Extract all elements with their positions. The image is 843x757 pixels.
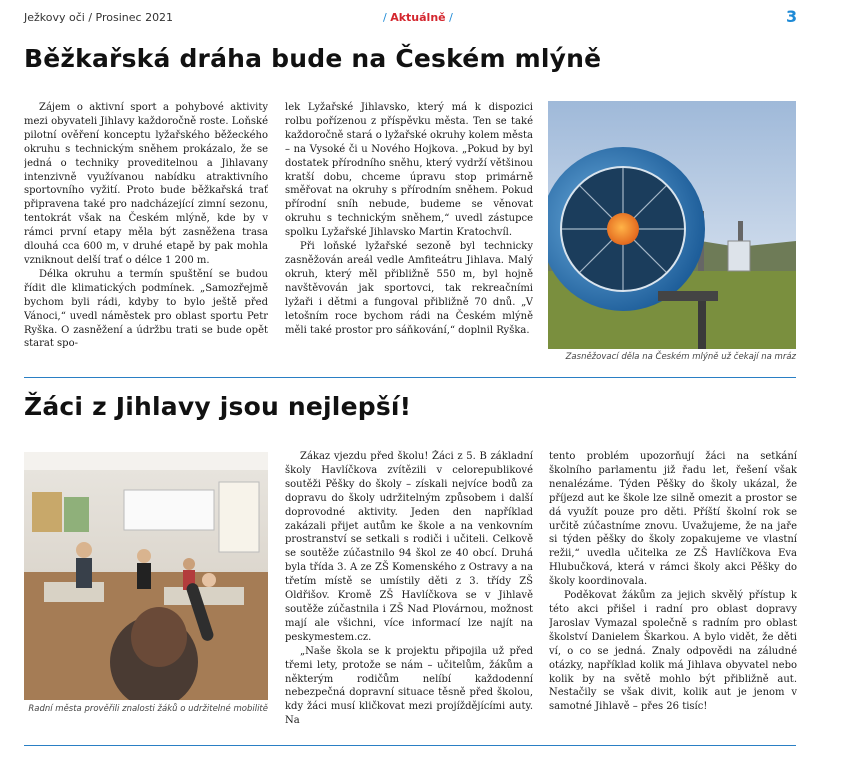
article2-column-2 — [285, 450, 533, 740]
paragraph: tento problém upozorňují žáci na setkání školního parlamentu již řadu let, řešení však nenalézáme. Týden Pěšky do školy ukázal, že příjezd aut ke škole lze silně omezit a prostor se dá využít pouze pro děti. Příští školní rok se určitě zúčastníme znovu. Uvažujeme, že na jaře si týden pěšky do školy zopakujeme ve vlastní režii,“ uvedla učitelka ze ZŠ Havlíčkova Eva Hlubučková, která v rámci školy akci Pěšky do školy koordinovala. — [549, 451, 797, 588]
paragraph: Zájem o aktivní sport a pohybové aktivity mezi obyvateli Jihlavy každoročně roste. Loňské pilotní ověření konceptu lyžařského běžeckého okruhu s technickým sněhem prokázalo, že se jedná o techniky proveditelnou a Jihlavany intenzivně využívanou nabídku atraktivního sportovního vyžití. Proto bude běžkařská trať připravena také pro nadcházející zimní sezonu, tentokrát však na Českém mlýně, kde by v rámci první etapy měla být zasněžena trasa dlouhá cca 600 m, v druhé etapě by pak mohla vzniknout delší trať o délce 1 200 m. — [24, 102, 268, 266]
classroom-photo — [24, 452, 268, 700]
section-name: Aktuálně — [390, 11, 446, 24]
article1-title: Běžkařská dráha bude na Českém mlýně — [24, 44, 602, 73]
article2-column-3 — [549, 450, 797, 740]
article1-column-2 — [285, 101, 533, 371]
page-number: 3 — [786, 7, 798, 26]
paragraph: „Naše škola se k projektu připojila už před třemi lety, protože se nám – učitelům, žákům a některým rodičům nelíbí každodenní nebezpečná dopravní situace těsně před školou, kdy žáci musí kličkovat mezi projíždějícími auty. Na — [285, 645, 533, 727]
publication-info: Ježkovy oči / Prosinec 2021 — [24, 11, 174, 24]
paragraph: Zákaz vjezdu před školu! Žáci z 5. B základní školy Havlíčkova zvítězili v celorepublikové soutěži Pěšky do školy – získali nejvíce bodů za dopravu do školy udržitelným způsobem i další doprovodné aktivity. Jeden den například zakázali přijet autům ke škole a na venkovním prostranství se setkali s rodiči i učiteli. Celkově se soutěže zúčastnilo 94 škol ze 40 obcí. Druhá byla třída 3. A ze ZŠ Komenského z Ostravy a na třetím místě se umístily děti z 3. třídy ZŠ Oldřišov. Kromě ZŠ Havlíčkova se v Jihlavě soutěže zúčastnila i ZŠ Nad Plovárnou, možnost mají ale všichni, více informací lze najít na peskymestem.cz. — [285, 451, 533, 643]
paragraph: Poděkovat žákům za jejich skvělý přístup k této akci přišel i radní pro oblast dopravy Jaroslav Vymazal společně s radním pro oblast školství Danielem Škarkou. A bylo vidět, že děti ví, o co se jedná. Znaly odpovědi na záludné otázky, například kolik má Jihlava obyvatel nebo kolik by na světě mohlo být přibližně aut. Nestačily se však divit, kolik aut je jenom v samotné Jihlavě – přes 26 tisíc! — [549, 590, 797, 713]
paragraph: Při loňské lyžařské sezoně byl technicky zasněžován areál vedle Amfiteátru Jihlava. Malý okruh, který měl přibližně 550 m, byl hojně navštěvován jak sportovci, tak rekreačními lyžaři i dětmi a fungoval přibližně 70 dnů. „V letošním roce bychom rádi na Českém mlýně měli také prostor pro sáňkování,“ doplnil Ryška. — [285, 241, 533, 336]
photo2-caption: Radní města prověřili znalosti žáků o udržitelné mobilitě — [28, 704, 268, 714]
paragraph: lek Lyžařské Jihlavsko, který má k dispozici rolbu pořízenou z příspěvku města. Ten se také každoročně stará o lyžařské okruhy kolem města – na Vysoké či u Nového Hojkova. „Pokud by byl dostatek přírodního sněhu, který vydrží většinou kratší dobu, chceme úpravu stop primárně směřovat na okruhy s přírodním sněhem. Pokud přírodní sníh nebude, budeme se věnovat okruhu s technickým sněhem,“ uvedl zástupce spolku Lyžařské Jihlavsko Martin Kratochvíl. — [285, 102, 533, 239]
article1-column-1 — [24, 101, 268, 371]
article2-title: Žáci z Jihlavy jsou nejlepší! — [24, 392, 412, 421]
section-label: / Aktuálně / — [383, 11, 453, 24]
snow-cannon-photo — [548, 101, 796, 349]
article-divider — [24, 377, 796, 378]
page-bottom-rule — [24, 745, 796, 746]
paragraph: Délka okruhu a termín spuštění se budou řídit dle klimatických podmínek. „Samozřejmě bychom byli rádi, kdyby to bylo ještě před Vánoci,“ uvedl náměstek pro oblast sportu Petr Ryška. O zasněžení a údržbu trati se bude opět starat spo- — [24, 268, 268, 350]
running-header — [0, 0, 843, 36]
photo1-caption: Zasněžovací děla na Českém mlýně už čekají na mráz — [565, 352, 796, 362]
